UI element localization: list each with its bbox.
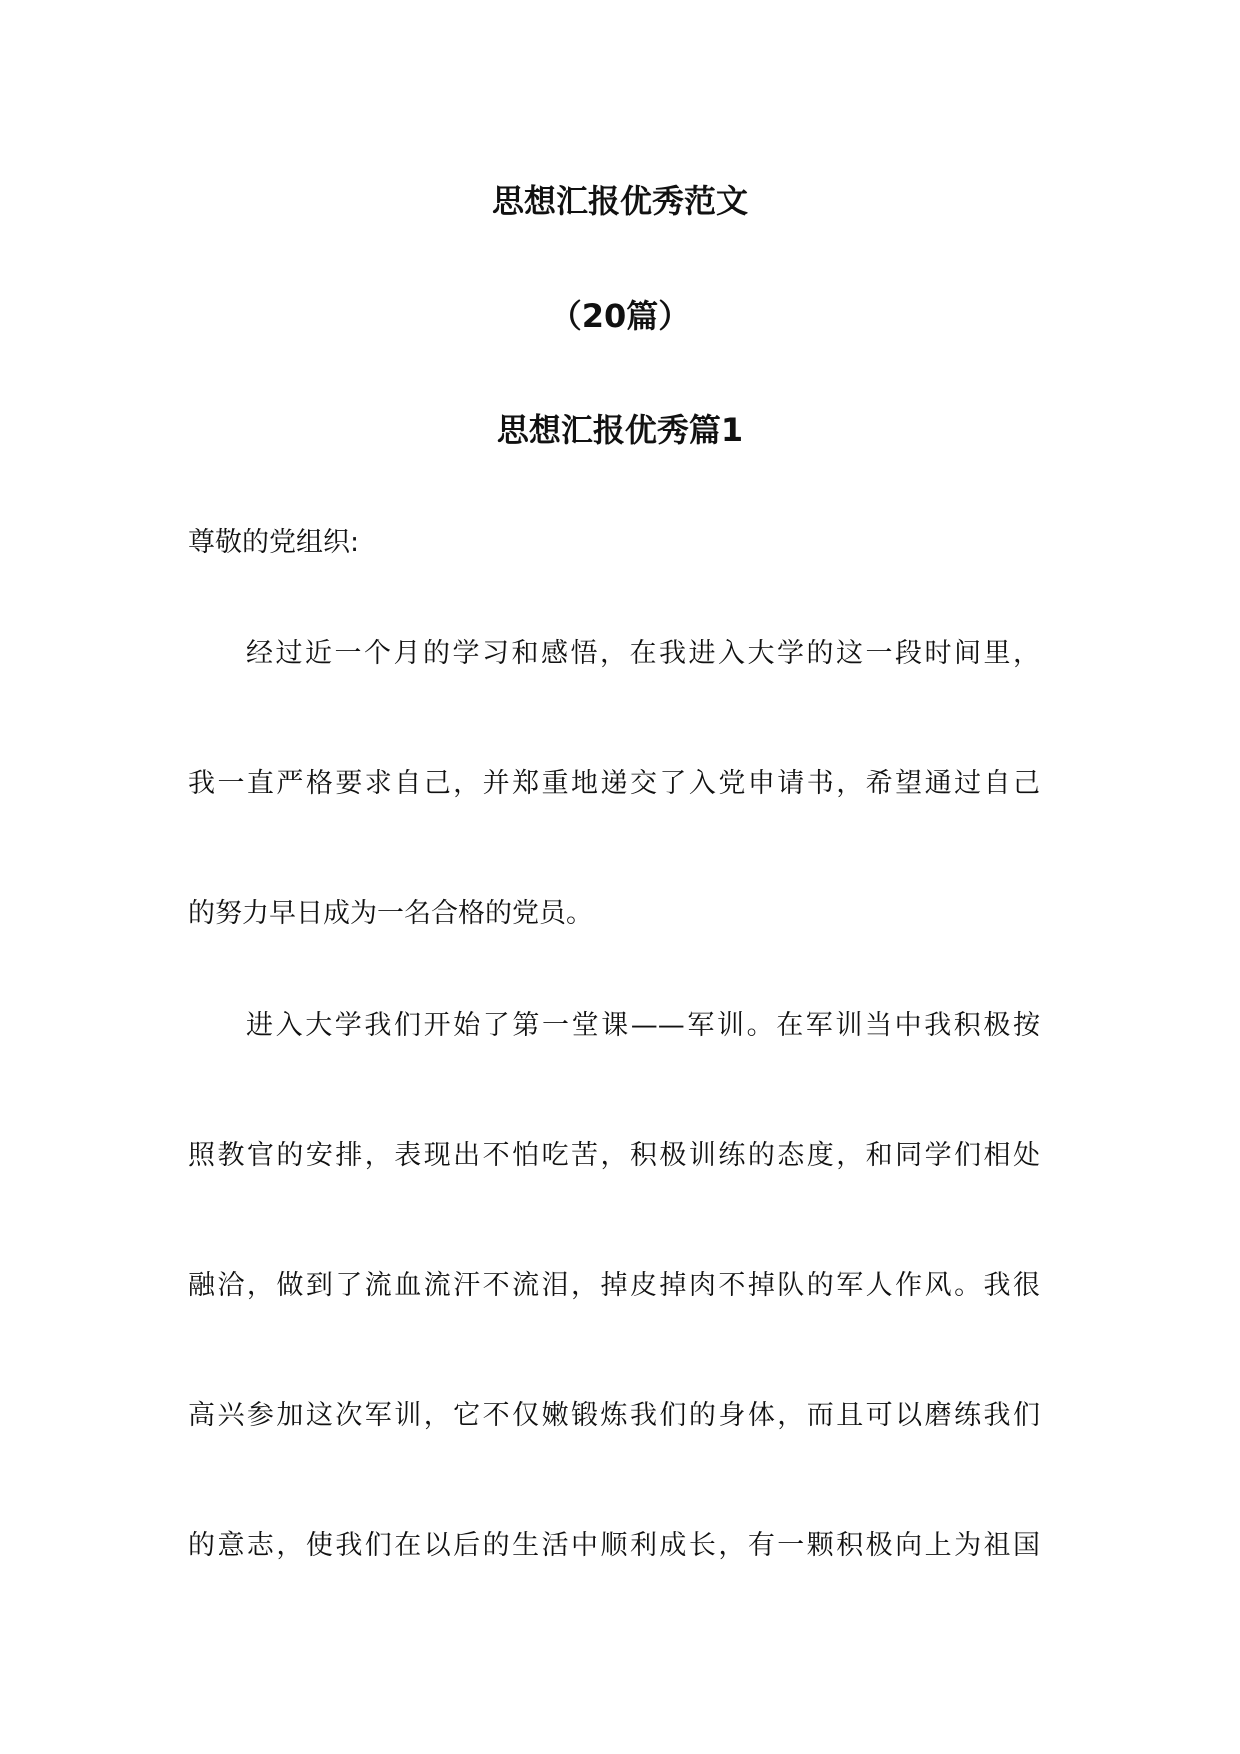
- paragraph-line: 进入大学我们开始了第一堂课——军训。在军训当中我积极按: [246, 1010, 1040, 1041]
- paragraph-line: 的努力早日成为一名合格的党员。: [188, 898, 593, 929]
- paragraph-line: 融洽，做到了流血流汗不流泪，掉皮掉肉不掉队的军人作风。我很: [188, 1270, 1040, 1301]
- section-title: 思想汇报优秀篇1: [496, 411, 744, 449]
- document-count: （20篇）: [549, 297, 691, 335]
- document-title: 思想汇报优秀范文: [491, 182, 748, 220]
- paragraph-line: 照教官的安排，表现出不怕吃苦，积极训练的态度，和同学们相处: [188, 1140, 1040, 1171]
- paragraph-line: 的意志，使我们在以后的生活中顺利成长，有一颗积极向上为祖国: [188, 1530, 1040, 1561]
- salutation: 尊敬的党组织:: [188, 527, 360, 558]
- paragraph-line: 我一直严格要求自己，并郑重地递交了入党申请书，希望通过自己: [188, 768, 1040, 799]
- paragraph-line: 经过近一个月的学习和感悟，在我进入大学的这一段时间里，: [246, 638, 1040, 669]
- paragraph-line: 高兴参加这次军训，它不仅嫩锻炼我们的身体，而且可以磨练我们: [188, 1400, 1040, 1431]
